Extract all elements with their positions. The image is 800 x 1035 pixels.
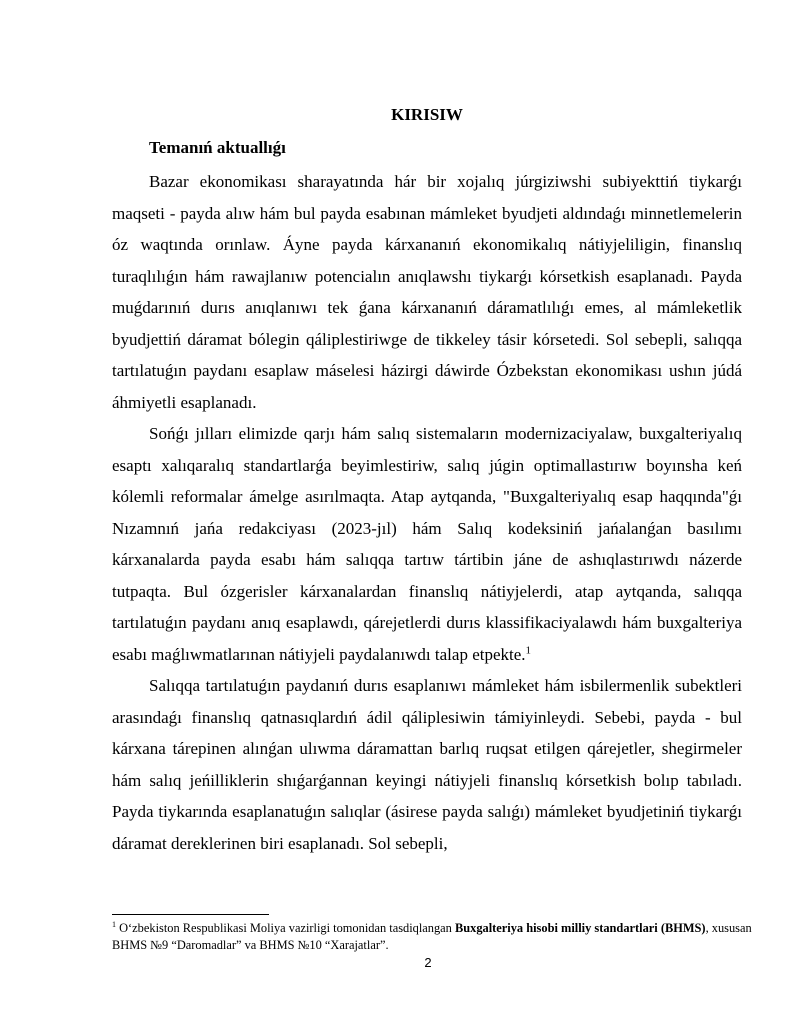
subsection-heading: Temanıń aktuallıǵı (149, 138, 286, 157)
footnote-reference[interactable]: 1 (525, 643, 532, 656)
footnote-bold-text: Buxgalteriya hisobi milliy standartlari (BHMS) (454, 921, 706, 935)
footnote-number: 1 (112, 919, 116, 929)
footnote-text: O‘zbekiston Respublikasi Moliya vazirligi tomonidan tasdiqlangan (119, 921, 455, 935)
paragraph-text: Sońǵı jılları elimizde qarjı hám salıq sistemaların modernizaciyalaw, buxgalteriyalıq esaptı xalıqaralıq standartlarǵa beyimlestiriw, salıq júgin optimallastırıw boyınsha keń kólemli reformalar ámelge asırılmaqta. Atap aytqanda, "Buxgalteriyalıq esap haqqında"ǵı Nızamnıń jańa redakciyası (2023-jıl) hám Salıq kodeksiniń jańalanǵan basılımı kárxanalarda payda esabı hám salıqqa tartıw tártibin jáne de ashıqlastırıwdı názerde tutpaqta. Bul ózgerisler kárxanalardan finanslıq nátiyjelerdi, atap aytqanda, salıqqa tartılatuǵın paydanı anıq esaplawdı, qárejetlerdi durıs klassifikaciyalawdı hám buxgalteriya esabı maǵlıwmatlarınan nátiyjeli paydalanıwdı talap etpekte. (112, 424, 742, 664)
paragraph: Bazar ekonomikası sharayatında hár bir xojalıq júrgiziwshi subiyekttiń tiykarǵı maqseti - payda alıw hám bul payda esabınan mámleket byudjeti aldındaǵı minnetlemelerin óz waqtında orınlaw. Áyne payda kárxananıń ekonomikalıq nátiyjeliligin, finanslıq turaqlılıǵın hám rawajlanıw potencialın anıqlawshı tiykarǵı kórsetkish esaplanadı. Payda muǵdarınıń durıs anıqlanıwı tek ǵana kárxananıń dáramatlılıǵı emes, al mámleketlik byudjettiń dáramat bólegin qáliplestiriwge de tikkeley tásir kórsetedi. Sol sebepli, salıqqa tartılatuǵın paydanı esaplaw máselesi házirgi dáwirde Ózbekstan ekonomikası ushın júdá áhmiyetli esaplanadı. (112, 172, 742, 412)
footnote-separator (112, 914, 269, 915)
section-heading: KIRISIW (391, 105, 463, 124)
paragraph (112, 418, 742, 670)
page-number: 2 (424, 955, 432, 970)
body-text (112, 166, 742, 859)
paragraph: Salıqqa tartılatuǵın paydanıń durıs esaplanıwı mámleket hám isbilermenlik subektleri arasındaǵı finanslıq qatnasıqlardıń ádil qáliplesiwin támiyinleydi. Sebebi, payda - bul kárxana tárepinen alınǵan ulıwma dáramattan barlıq ruqsat etilgen qárejetler, shegirmeler hám salıq jeńilliklerin shıǵarǵannan keyingi nátiyjeli finanslıq kórsetkish bolıp tabıladı. Payda tiykarında esaplanatuǵın salıqlar (ásirese payda salıǵı) mámleket byudjetiniń tiykarǵı dáramat dereklerinen biri esaplanadı. Sol sebepli, (112, 676, 742, 853)
footnote-text-end: , xususan BHMS №9 “Daromadlar” va BHMS №10 “Xarajatlar”. (112, 921, 752, 952)
footnote (112, 920, 752, 954)
